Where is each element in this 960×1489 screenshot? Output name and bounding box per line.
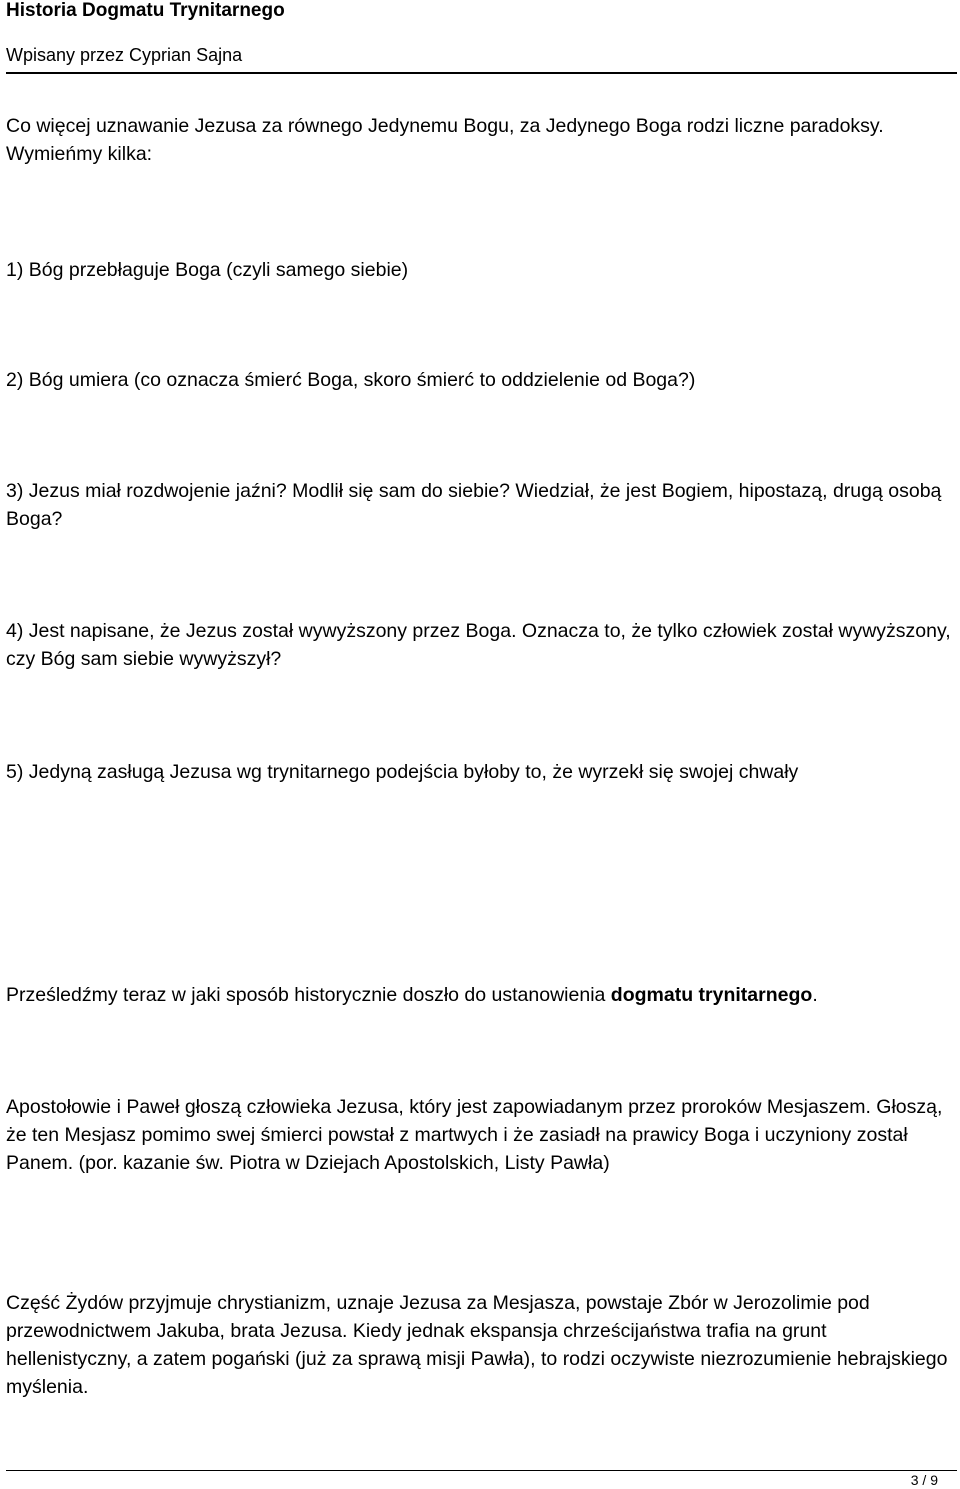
trace-text-before: Prześledźmy teraz w jaki sposób historycznie doszło do ustanowienia <box>6 984 611 1006</box>
paragraph-trace <box>6 981 956 1009</box>
header-divider <box>6 72 957 74</box>
paragraph-point-4: 4) Jest napisane, że Jezus został wywyższony przez Boga. Oznacza to, że tylko człowiek został wywyższony, czy Bóg sam siebie wywyższył? <box>6 620 951 670</box>
page-number: 3 / 9 <box>910 1472 938 1488</box>
paragraph-point-1: 1) Bóg przebłaguje Boga (czyli samego siebie) <box>6 259 409 281</box>
paragraph-point-5: 5) Jedyną zasługą Jezusa wg trynitarnego podejścia byłoby to, że wyrzekł się swojej chwały <box>6 761 799 783</box>
trace-text-after: . <box>812 984 818 1006</box>
paragraph-point-3: 3) Jezus miał rozdwojenie jaźni? Modlił się sam do siebie? Wiedział, że jest Bogiem, hipostazą, drugą osobą Boga? <box>6 480 942 530</box>
page-title: Historia Dogmatu Trynitarnego <box>6 0 285 21</box>
trace-bold-text: dogmatu trynitarnego <box>610 984 813 1006</box>
author-line: Wpisany przez Cyprian Sajna <box>6 45 243 65</box>
footer-divider <box>6 1470 957 1471</box>
paragraph-intro: Co więcej uznawanie Jezusa za równego Jedynemu Bogu, za Jedynego Boga rodzi liczne paradoksy. Wymieńmy kilka: <box>6 115 884 165</box>
paragraph-apostles: Apostołowie i Paweł głoszą człowieka Jezusa, który jest zapowiadanym przez proroków Mesjaszem. Głoszą, że ten Mesjasz pomimo swej śmierci powstał z martwych i że zasiadł na prawicy Boga i uczyniony został Panem. (por. kazanie św. Piotra w Dziejach Apostolskich, Listy Pawła) <box>6 1096 943 1174</box>
paragraph-jews: Część Żydów przyjmuje chrystianizm, uznaje Jezusa za Mesjasza, powstaje Zbór w Jerozolimie pod przewodnictwem Jakuba, brata Jezusa. Kiedy jednak ekspansja chrześcijaństwa trafia na grunt hellenistyczny, a zatem pogański (już za sprawą misji Pawła), to rodzi oczywiste niezrozumienie hebrajskiego myślenia. <box>6 1292 948 1398</box>
paragraph-point-2: 2) Bóg umiera (co oznacza śmierć Boga, skoro śmierć to oddzielenie od Boga?) <box>6 369 696 391</box>
